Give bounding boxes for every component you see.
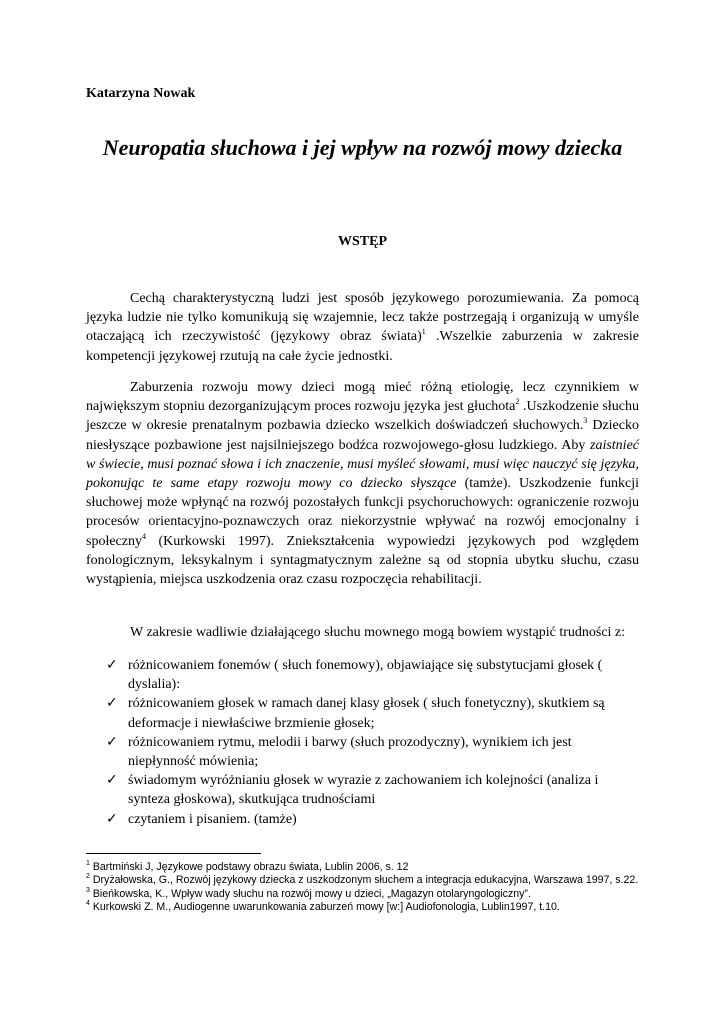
paragraph-3 [86, 623, 639, 642]
author-name: Katarzyna Nowak [86, 86, 196, 101]
paragraph-text: (Kurkowski 1997). Zniekształcenia wypowiedzi językowych pod względem fonologicznym, leksykalnym i syntagmatycznym zależne są od stopnia ubytku słuchu, czasu wystąpienia, miejsca uszkodzenia oraz czasu rozpoczęcia rehabilitacji. [86, 533, 639, 588]
list-item [86, 771, 639, 809]
paragraph-2 [86, 378, 639, 589]
list-item-text: różnicowaniem fonemów ( słuch fonemowy), objawiające się substytucjami głosek ( dyslalia): [128, 658, 603, 693]
paragraph-text: Cechą charakterystyczną ludzi jest sposób językowego porozumiewania. Za pomocą języka ludzie nie tylko komunikują się wzajemnie, lecz także postrzegają i organizują w umyśle otaczającą ich rzeczywistość (językowy obraz świata) [86, 291, 639, 345]
footnote-ref-4[interactable]: 4 [141, 531, 146, 541]
paragraph-text: Dziecko niesłyszące pozbawione jest najsilniejszego bodźca rozwojowego-głosu ludzkiego. Aby [86, 418, 639, 453]
checkmark-icon: ✓ [106, 695, 118, 712]
footnote-number: 1 [86, 860, 90, 867]
paragraph-text: .Wszelkie zaburzenia w zakresie kompetencji językowej rzutują na całe życie jednostki. [86, 329, 639, 364]
list-item-text: różnicowaniem rytmu, melodii i barwy (słuch prozodyczny), wynikiem ich jest niepłynność mówienia; [128, 734, 572, 770]
checkmark-icon: ✓ [106, 733, 118, 750]
footnote-3 [86, 888, 639, 901]
paragraph-text: Zaburzenia rozwoju mowy dzieci mogą mieć różną etiologię, lecz czynnikiem w największym stopniu dezorganizującym proces rozwoju języka jest głuchota [86, 380, 639, 415]
footnote-number: 3 [86, 886, 90, 894]
footnote-text: Kurkowski Z. M., Audiogenne uwarunkowania zaburzeń mowy [w:] Audiofonologia, Lublin1997, t.10. [89, 901, 560, 914]
list-item [86, 810, 639, 829]
difficulty-list [86, 656, 639, 829]
footnote-text: Bartmiński J, Językowe podstawy obrazu świata, Lublin 2006, s. 12 [89, 861, 409, 873]
footnote-ref-3[interactable]: 3 [583, 416, 588, 426]
list-item-text: czytaniem i pisaniem. (tamże) [128, 811, 297, 827]
footnote-4 [86, 901, 639, 914]
footnote-number: 2 [86, 873, 90, 881]
list-item [86, 733, 639, 771]
paragraph-1 [86, 289, 639, 366]
footnotes [86, 861, 639, 915]
list-item-text: różnicowaniem głosek w ramach danej klasy głosek ( słuch fonetyczny), skutkiem są deformacje i niewłaściwe brzmienie głosek; [128, 696, 605, 731]
paragraph-text: (tamże). Uszkodzenie funkcji słuchowej może wpłynąć na rozwój pozostałych funkcji psychoruchowych: ograniczenie rozwoju procesów orientacyjno-poznawczych oraz niekorzystnie wpływać na rozwój emocjonalny i społeczny [86, 476, 639, 549]
list-item [86, 694, 639, 732]
checkmark-icon: ✓ [106, 810, 118, 827]
footnote-ref-2[interactable]: 2 [515, 397, 520, 407]
paragraph-text: W zakresie wadliwie działającego słuchu mownego mogą bowiem wystąpić trudności z: [130, 625, 626, 640]
footnote-text: Bieńkowska, K., Wpływ wady słuchu na rozwój mowy u dzieci, „Magazyn otolaryngologiczny”. [89, 887, 531, 900]
paragraph-text: .Uszkodzenie słuchu jeszcze w okresie prenatalnym pozbawia dziecko wszelkich doświadczeń słuchowych. [86, 399, 639, 434]
footnote-divider [86, 853, 261, 854]
footnote-ref-1[interactable]: 1 [421, 327, 426, 337]
quote-text: zaistnieć w świecie, musi poznać słowa i ich znaczenie, musi myśleć słowami, musi więc nauczyć się języka, pokonując te same etapy rozwoju mowy co dziecko słyszące [86, 437, 639, 492]
checkmark-icon: ✓ [106, 657, 118, 673]
list-item-text: świadomym wyróżnianiu głosek w wyrazie z zachowaniem ich kolejności (analiza i synteza głoskowa), skutkująca trudnościami [128, 773, 599, 808]
footnote-text: Dryżałowska, G., Rozwój językowy dziecka z uszkodzonym słuchem a integracja edukacyjna, Warszawa 1997, s.22. [89, 874, 639, 887]
section-heading: WSTĘP [337, 234, 387, 249]
footnote-number: 4 [86, 900, 90, 908]
footnote-1 [86, 861, 639, 874]
list-item [86, 656, 639, 694]
footnote-2 [86, 874, 639, 887]
article-title: Neuropatia słuchowa i jej wpływ na rozwój mowy dziecka [102, 135, 623, 160]
checkmark-icon: ✓ [106, 772, 118, 789]
